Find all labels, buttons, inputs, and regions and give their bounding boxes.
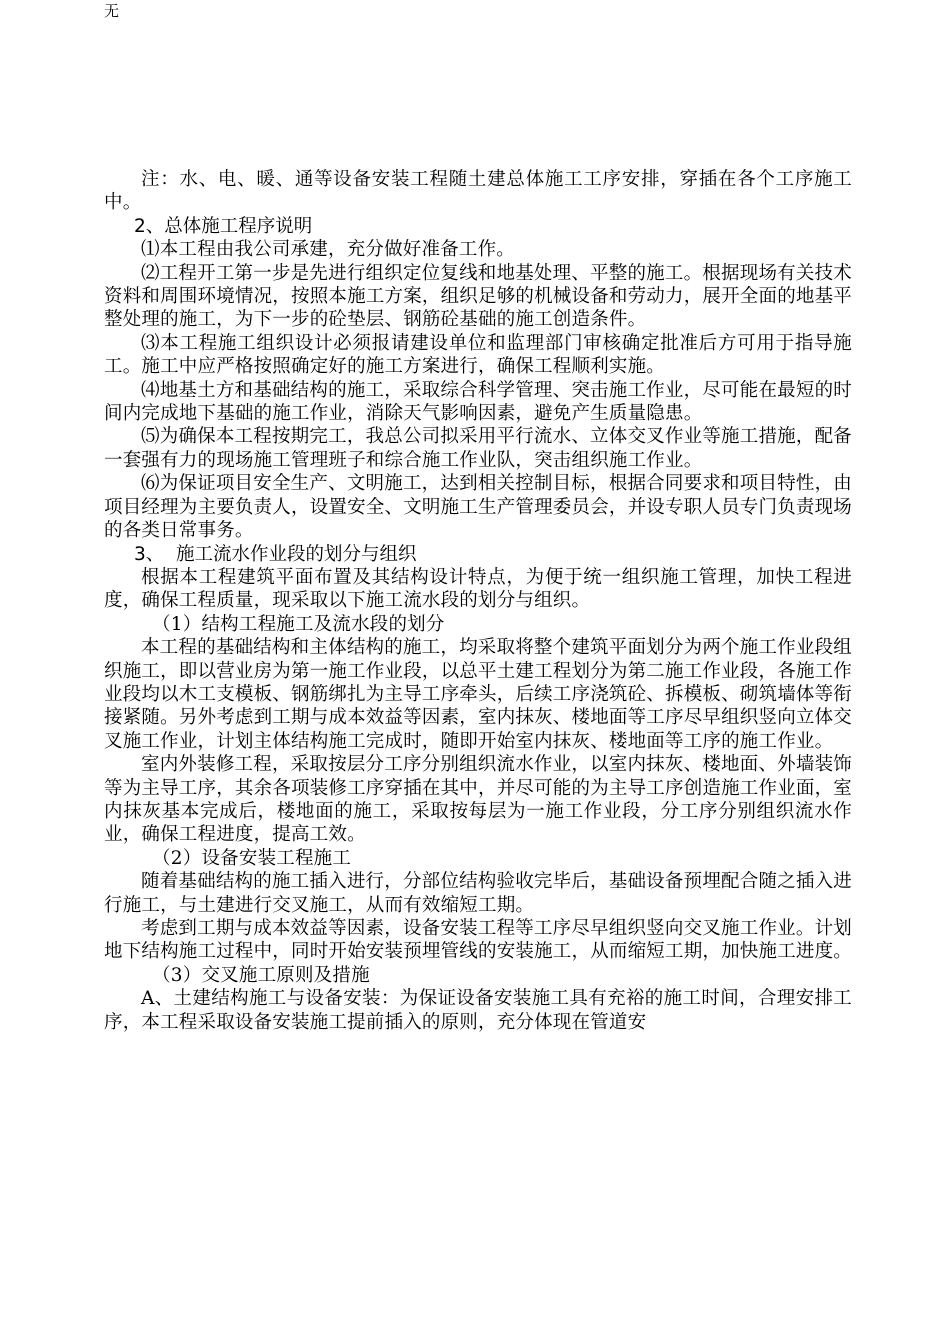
section-heading: 3、 施工流水作业段的划分与组织 — [134, 543, 417, 565]
list-item: ⑷地基土方和基础结构的施工，采取综合科学管理、突击施工作业，尽可能在最短的时间内完成地下基础的施工作业，消除天气影响因素，避免产生质量隐患。 — [104, 379, 852, 425]
list-item: ⑴本工程由我公司承建，充分做好准备工作。 — [141, 239, 516, 261]
paragraph: 随着基础结构的施工插入进行，分部位结构验收完毕后，基础设备预埋配合随之插入进行施工，与土建进行交叉施工，从而有效缩短工期。 — [104, 871, 852, 916]
subsection-heading: （1）结构工程施工及流水段的划分 — [152, 613, 445, 635]
subsection-heading: （2）设备安装工程施工 — [152, 847, 352, 869]
list-item: ⑵工程开工第一步是先进行组织定位复线和地基处理、平整的施工。根据现场有关技术资料和周围环境情况，按照本施工方案，组织足够的机械设备和劳动力，展开全面的地基平整处理的施工，为下一步的砼垫层、钢筋砼基础的施工创造条件。 — [104, 262, 853, 331]
list-item: ⑸为确保本工程按期完工，我总公司拟采用平行流水、立体交叉作业等施工措施，配备一套强有力的现场施工管理班子和综合施工作业队，突击组织施工作业。 — [104, 426, 852, 471]
note-paragraph: 注：水、电、暖、通等设备安装工程随土建总体施工工序安排，穿插在各个工序施工中。 — [104, 169, 852, 214]
list-item: ⑹为保证项目安全生产、文明施工，达到相关控制目标，根据合同要求和项目特性，由项目经理为主要负责人，设置安全、文明施工生产管理委员会，并设专职人员专门负责现场的各类日常事务。 — [104, 473, 853, 542]
section-intro: 根据本工程建筑平面布置及其结构设计特点，为便于统一组织施工管理，加快工程进度，确保工程质量，现采取以下施工流水段的划分与组织。 — [104, 566, 852, 612]
list-item: ⑶本工程施工组织设计必须报请建设单位和监理部门审核确定批准后方可用于指导施工。施工中应严格按照确定好的施工方案进行，确保工程顺利实施。 — [104, 332, 852, 378]
paragraph: A、土建结构施工与设备安装：为保证设备安装施工具有充裕的施工时间，合理安排工序，本工程采取设备安装施工提前插入的原则，充分体现在管道安 — [104, 988, 852, 1033]
page-header: 无 — [104, 2, 120, 20]
subsection-heading: （3）交叉施工原则及措施 — [152, 964, 370, 986]
paragraph: 考虑到工期与成本效益等因素，设备安装工程等工序尽早组织竖向交叉施工作业。计划地下结构施工过程中，同时开始安装预埋管线的安装施工，从而缩短工期，加快施工进度。 — [104, 918, 853, 963]
paragraph: 室内外装修工程，采取按层分工序分别组织流水作业，以室内抹灰、楼地面、外墙装饰等为主导工序，其余各项装修工序穿插在其中，并尽可能的为主导工序创造施工作业面，室内抹灰基本完成后，楼地面的施工，采取按每层为一施工作业段，分工序分别组织流水作业，确保工程进度，提高工效。 — [104, 754, 853, 846]
document-body — [104, 168, 852, 1034]
section-heading: 2、总体施工程序说明 — [134, 215, 313, 237]
paragraph: 本工程的基础结构和主体结构的施工，均采取将整个建筑平面划分为两个施工作业段组织施工，即以营业房为第一施工作业段，以总平土建工程划分为第二施工作业段，各施工作业段均以木工支模板、钢筋绑扎为主导工序牵头，后续工序浇筑砼、拆模板、砌筑墙体等衔接紧随。另外考虑到工期与成本效益等因素，室内抹灰、楼地面等工序尽早组织竖向立体交叉施工作业，计划主体结构施工完成时，随即开始室内抹灰、楼地面等工序的施工作业。 — [104, 637, 853, 752]
